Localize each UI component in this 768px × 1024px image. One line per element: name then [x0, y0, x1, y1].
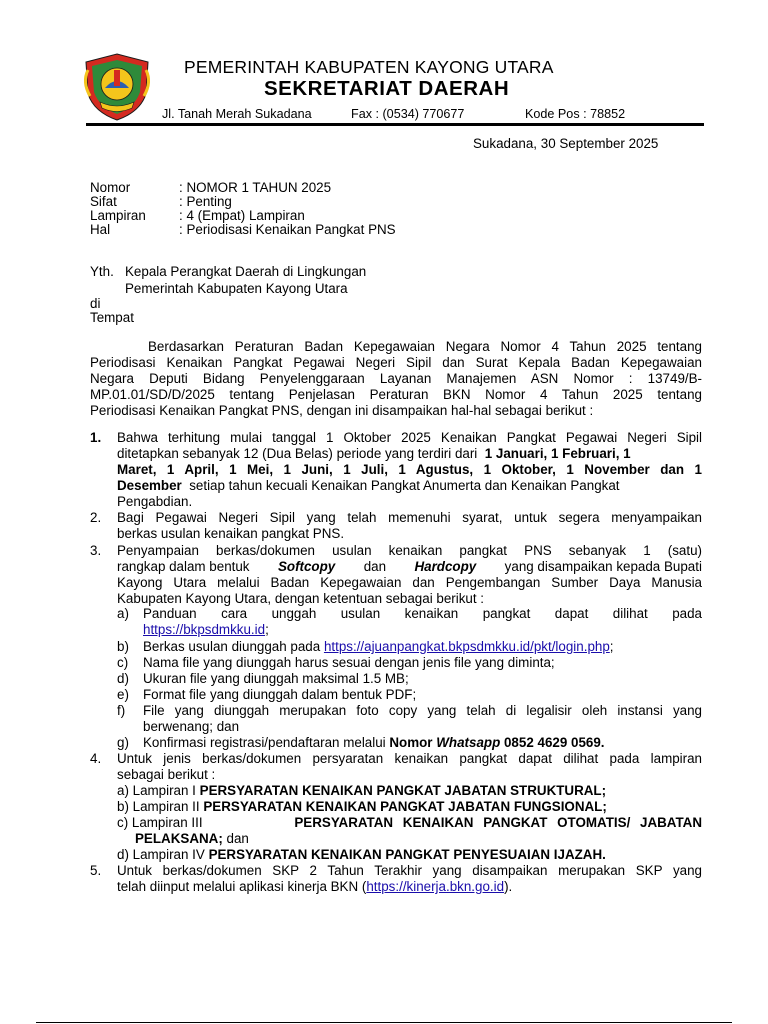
sub-letter: a)	[117, 606, 129, 621]
address: Jl. Tanah Merah Sukadana	[162, 107, 312, 121]
item-text: setiap tahun kecuali Kenaikan Pangkat Anumerta dan Kenaikan Pangkat	[189, 478, 620, 493]
item-text: Untuk berkas/dokumen SKP 2 Tahun Terakhir yang disampaikan merupakan SKP yang	[117, 863, 702, 878]
hardcopy-label: Hardcopy	[414, 559, 477, 574]
attachment-entry: b) Lampiran II PERSYARATAN KENAIKAN PANGKAT JABATAN FUNGSIONAL;	[117, 799, 607, 814]
item-number: 5.	[90, 863, 102, 878]
item-text: Bahwa terhitung mulai tanggal 1 Oktober 2025 Kenaikan Pangkat Pegawai Negeri Sipil	[117, 430, 702, 445]
period-dates: 1 Januari, 1 Februari, 1	[484, 446, 631, 461]
recipient-di: di	[90, 296, 101, 311]
kinerja-bkn-link[interactable]: https://kinerja.bkn.go.id	[366, 879, 505, 894]
meta-label-lampiran: Lampiran	[90, 208, 146, 223]
government-name: PEMERINTAH KABUPATEN KAYONG UTARA	[184, 57, 554, 77]
sub-text: berwenang; dan	[143, 719, 240, 734]
item-text: Untuk jenis berkas/dokumen persyaratan kenaikan pangkat dapat dilihat pada lampiran	[117, 751, 702, 766]
item-text: rangkap dalam bentuk	[117, 559, 250, 574]
recipient-tempat: Tempat	[90, 310, 134, 325]
meta-label-nomor: Nomor	[90, 180, 131, 195]
item-text: Penyampaian berkas/dokumen usulan kenaikan pangkat PNS sebanyak 1 (satu)	[117, 543, 702, 558]
ajuan-pangkat-link[interactable]: https://ajuanpangkat.bkpsdmkku.id/pkt/login.php	[323, 639, 610, 654]
period-dates: Maret, 1 April, 1 Mei, 1 Juni, 1 Juli, 1 Agustus, 1 Oktober, 1 November dan 1	[117, 462, 702, 477]
attachment-entry: c) Lampiran III PERSYARATAN KENAIKAN PANGKAT OTOMATIS/ JABATAN	[117, 815, 702, 830]
intro-line: Periodisasi Kenaikan Pangkat PNS, dengan ini disampaikan hal-hal sebagai berikut :	[90, 403, 594, 418]
item-text	[117, 478, 620, 494]
intro-line: Negara Deputi Bidang Penyelenggaraan Layanan Manajemen ASN Nomor : 13749/B-	[90, 371, 702, 386]
meta-label-hal: Hal	[90, 222, 111, 237]
meta-value-sifat: : Penting	[179, 194, 232, 209]
meta-value-hal: : Periodisasi Kenaikan Pangkat PNS	[179, 222, 396, 237]
date-line: Sukadana, 30 September 2025	[473, 136, 659, 151]
softcopy-label: Softcopy	[277, 559, 336, 574]
intro-line: Periodisasi Kenaikan Pangkat Pegawai Negeri Sipil dan Surat Kepala Badan Kepegawaian	[90, 355, 702, 370]
item-text	[117, 559, 702, 575]
item-text: Bagi Pegawai Negeri Sipil yang telah memenuhi syarat, untuk segera menyampaikan	[117, 510, 702, 525]
sub-text: Format file yang diunggah dalam bentuk PDF;	[143, 687, 417, 702]
page-bottom-rule	[36, 1022, 732, 1023]
sub-letter: g)	[117, 735, 129, 750]
item-text: sebagai berikut :	[117, 767, 216, 782]
item-text: Pengabdian.	[117, 494, 193, 509]
item-text: Kayong Utara melalui Badan Kepegawaian dan Pengembangan Sumber Daya Manusia	[117, 575, 702, 590]
intro-line: Berdasarkan Peraturan Badan Kepegawaian Negara Nomor 4 Tahun 2025 tentang	[148, 339, 702, 354]
sub-text: Ukuran file yang diunggah maksimal 1.5 MB;	[143, 671, 409, 686]
meta-value-nomor: : NOMOR 1 TAHUN 2025	[179, 180, 332, 195]
item-text: Kabupaten Kayong Utara, dengan ketentuan sebagai berikut :	[117, 591, 485, 606]
bkpsdm-link[interactable]: https://bkpsdmkku.id	[143, 622, 266, 637]
sub-text: Konfirmasi registrasi/pendaftaran melalui Nomor Whatsapp 0852 4629 0569.	[143, 735, 605, 750]
whatsapp-label: Whatsapp	[436, 735, 501, 750]
item-number: 1.	[90, 430, 102, 445]
emblem-icon	[80, 52, 154, 122]
sub-text: Panduan cara unggah usulan kenaikan pangkat dapat dilihat pada	[143, 606, 702, 621]
intro-line: MP.01.01/SD/D/2025 tentang Penjelasan Peraturan BKN Nomor 4 Tahun 2025 tentang	[90, 387, 702, 402]
item-number: 3.	[90, 543, 102, 558]
meta-value-lampiran: : 4 (Empat) Lampiran	[179, 208, 305, 223]
fax-number: Fax : (0534) 770677	[351, 107, 465, 121]
item-text: telah diinput melalui aplikasi kinerja BKN (https://kinerja.bkn.go.id).	[117, 879, 513, 894]
office-name: SEKRETARIAT DAERAH	[264, 77, 510, 100]
sub-letter: b)	[117, 639, 129, 654]
recipient-yth: Yth.	[90, 264, 114, 279]
attachment-entry: a) Lampiran I PERSYARATAN KENAIKAN PANGKAT JABATAN STRUKTURAL;	[117, 783, 607, 798]
item-text: berkas usulan kenaikan pangkat PNS.	[117, 526, 345, 541]
letterhead-rule	[86, 123, 704, 126]
sub-text: File yang diunggah merupakan foto copy yang telah di legalisir oleh instansi yang	[143, 703, 702, 718]
sub-letter: f)	[117, 703, 126, 718]
item-text: ditetapkan sebanyak 12 (Dua Belas) periode yang terdiri dari	[117, 446, 478, 461]
sub-letter: e)	[117, 687, 129, 702]
item-number: 2.	[90, 510, 102, 525]
postal-code: Kode Pos : 78852	[525, 107, 626, 121]
sub-letter: d)	[117, 671, 129, 686]
sub-text: https://bkpsdmkku.id;	[143, 622, 269, 637]
sub-text: Berkas usulan diunggah pada https://ajuanpangkat.bkpsdmkku.id/pkt/login.php;	[143, 639, 614, 654]
sub-letter: c)	[117, 655, 129, 670]
regency-emblem	[80, 52, 154, 122]
item-number: 4.	[90, 751, 102, 766]
whatsapp-number: 0852 4629 0569.	[503, 735, 605, 750]
item-text: yang disampaikan kepada Bupati	[504, 559, 702, 574]
period-dates: Desember	[117, 478, 182, 493]
recipient-line2: Pemerintah Kabupaten Kayong Utara	[125, 281, 348, 296]
attachment-entry: d) Lampiran IV PERSYARATAN KENAIKAN PANGKAT PENYESUAIAN IJAZAH.	[117, 847, 606, 862]
recipient-line1: Kepala Perangkat Daerah di Lingkungan	[125, 264, 367, 279]
sub-text: Nama file yang diunggah harus sesuai dengan jenis file yang diminta;	[143, 655, 555, 670]
attachment-entry: PELAKSANA; dan	[135, 831, 249, 846]
meta-label-sifat: Sifat	[90, 194, 117, 209]
item-text: dan	[363, 559, 387, 574]
item-text	[117, 446, 631, 462]
